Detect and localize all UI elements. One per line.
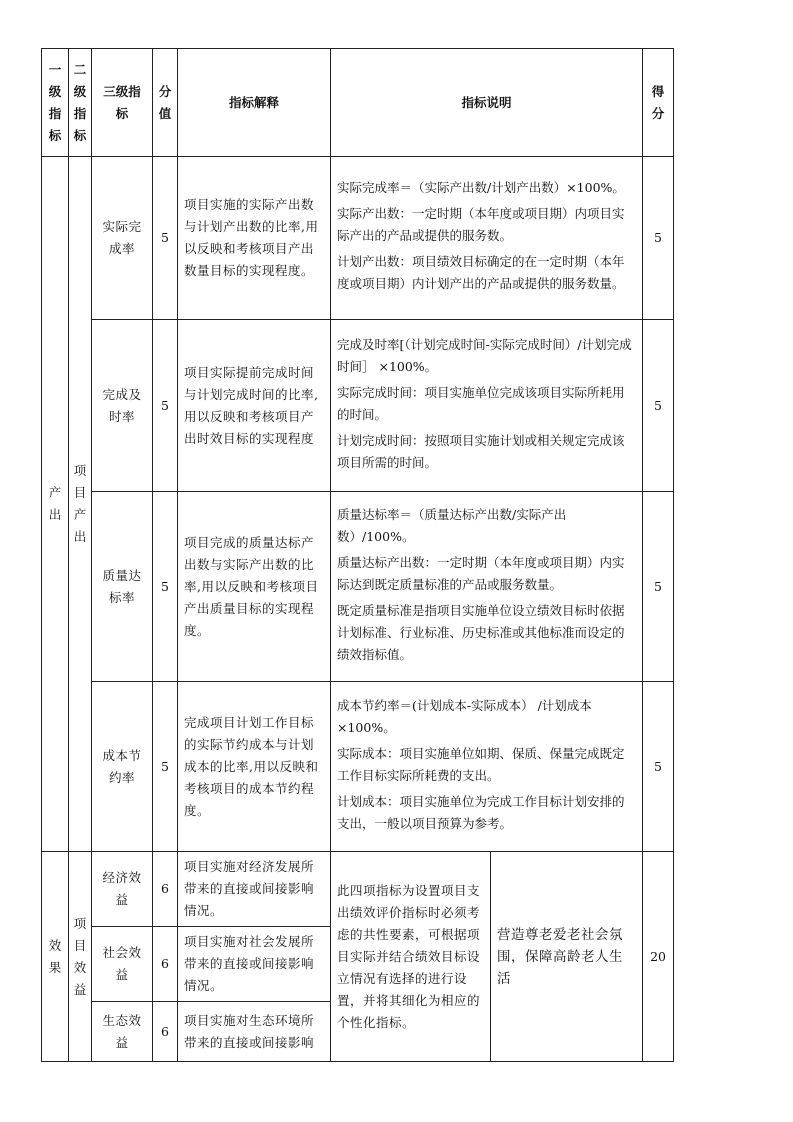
indicator-score: 5 bbox=[643, 320, 674, 492]
indicator-value: 6 bbox=[153, 852, 178, 927]
desc-line: 计划成本：项目实施单位为完成工作目标计划安排的支出，一般以项目预算为参考。 bbox=[337, 793, 625, 831]
indicator-score: 5 bbox=[643, 157, 674, 320]
header-level2: 二级指标 bbox=[69, 49, 92, 157]
indicator-desc bbox=[331, 157, 643, 320]
indicator-value: 5 bbox=[153, 492, 178, 682]
indicator-explain: 项目实施对社会发展所带来的直接或间接影响情况。 bbox=[178, 927, 331, 1002]
desc-line: 实际产出数：一定时期（本年度或项目期）内项目实际产出的产品或提供的服务数。 bbox=[337, 206, 625, 243]
desc-line: 质量达标率＝（质量达标产出数/实际产出数）/100%。 bbox=[337, 506, 567, 544]
indicator-desc bbox=[331, 682, 643, 852]
desc-line: 实际完成率＝（实际产出数/计划产出数）×100%。 bbox=[337, 180, 625, 195]
evaluation-table bbox=[41, 48, 674, 1062]
indicator-note: 此四项指标为设置项目支出绩效评价指标时必须考虑的共性要素，可根据项目实际并结合绩效目标设立情况有选择的进行设置，并将其细化为相应的个性化指标。 bbox=[331, 852, 491, 1062]
table-row bbox=[42, 492, 674, 682]
table-row bbox=[42, 320, 674, 492]
desc-line: 完成及时率[（计划完成时间-实际完成时间）/计划完成时间］ ×100%。 bbox=[337, 336, 632, 374]
indicator-name: 质量达标率 bbox=[92, 492, 153, 682]
indicator-score: 5 bbox=[643, 682, 674, 852]
desc-line: 计划产出数：项目绩效目标确定的在一定时期（本年度或项目期）内计划产出的产品或提供的服务数量。 bbox=[337, 254, 625, 291]
indicator-score: 20 bbox=[643, 852, 674, 1062]
desc-line: 计划完成时间：按照项目实施计划或相关规定完成该项目所需的时间。 bbox=[337, 432, 625, 470]
indicator-explain: 项目实施的实际产出数与计划产出数的比率,用以反映和考核项目产出数量目标的实现程度。 bbox=[178, 157, 331, 320]
indicator-desc bbox=[331, 492, 643, 682]
desc-line: 既定质量标准是指项目实施单位设立绩效目标时依据计划标准、行业标准、历史标准或其他标准而设定的绩效指标值。 bbox=[337, 602, 625, 662]
indicator-explain: 项目完成的质量达标产出数与实际产出数的比率,用以反映和考核项目产出质量目标的实现程度。 bbox=[178, 492, 331, 682]
indicator-value: 5 bbox=[153, 320, 178, 492]
indicator-value: 5 bbox=[153, 682, 178, 852]
indicator-explain: 完成项目计划工作目标的实际节约成本与计划成本的比率,用以反映和考核项目的成本节约程度。 bbox=[178, 682, 331, 852]
indicator-explain: 项目实施对经济发展所带来的直接或间接影响情况。 bbox=[178, 852, 331, 927]
indicator-name: 实际完成率 bbox=[92, 157, 153, 320]
indicator-name: 生态效益 bbox=[92, 1002, 153, 1062]
indicator-explain: 项目实际提前完成时间与计划完成时间的比率,用以反映和考核项目产出时效目标的实现程度 bbox=[178, 320, 331, 492]
level2-cell: 项目产出 bbox=[69, 157, 92, 852]
level1-cell: 产出 bbox=[42, 157, 69, 852]
level2-cell: 项目效益 bbox=[69, 852, 92, 1062]
table-row bbox=[42, 852, 674, 927]
indicator-value: 6 bbox=[153, 1002, 178, 1062]
header-level3: 三级指标 bbox=[92, 49, 153, 157]
header-level1: 一级指标 bbox=[42, 49, 69, 157]
header-desc: 指标说明 bbox=[331, 49, 643, 157]
desc-line: 实际成本：项目实施单位如期、保质、保量完成既定工作目标实际所耗费的支出。 bbox=[337, 745, 625, 783]
project-goal: 营造尊老爱老社会氛围，保障高龄老人生活 bbox=[491, 852, 643, 1062]
desc-line: 实际完成时间：项目实施单位完成该项目实际所耗用的时间。 bbox=[337, 384, 625, 422]
indicator-name: 成本节约率 bbox=[92, 682, 153, 852]
indicator-desc bbox=[331, 320, 643, 492]
desc-line: 成本节约率＝(计划成本-实际成本） /计划成本×100%。 bbox=[337, 697, 592, 735]
table-row bbox=[42, 682, 674, 852]
indicator-name: 社会效益 bbox=[92, 927, 153, 1002]
table-row bbox=[42, 157, 674, 320]
header-score: 得分 bbox=[643, 49, 674, 157]
level1-cell: 效果 bbox=[42, 852, 69, 1062]
indicator-value: 5 bbox=[153, 157, 178, 320]
indicator-name: 经济效益 bbox=[92, 852, 153, 927]
indicator-score: 5 bbox=[643, 492, 674, 682]
indicator-name: 完成及时率 bbox=[92, 320, 153, 492]
indicator-value: 6 bbox=[153, 927, 178, 1002]
header-row bbox=[42, 49, 674, 157]
header-explain: 指标解释 bbox=[178, 49, 331, 157]
desc-line: 质量达标产出数：一定时期（本年度或项目期）内实际达到既定质量标准的产品或服务数量。 bbox=[337, 554, 625, 592]
header-value: 分值 bbox=[153, 49, 178, 157]
indicator-explain: 项目实施对生态环境所带来的直接或间接影响 bbox=[178, 1002, 331, 1062]
